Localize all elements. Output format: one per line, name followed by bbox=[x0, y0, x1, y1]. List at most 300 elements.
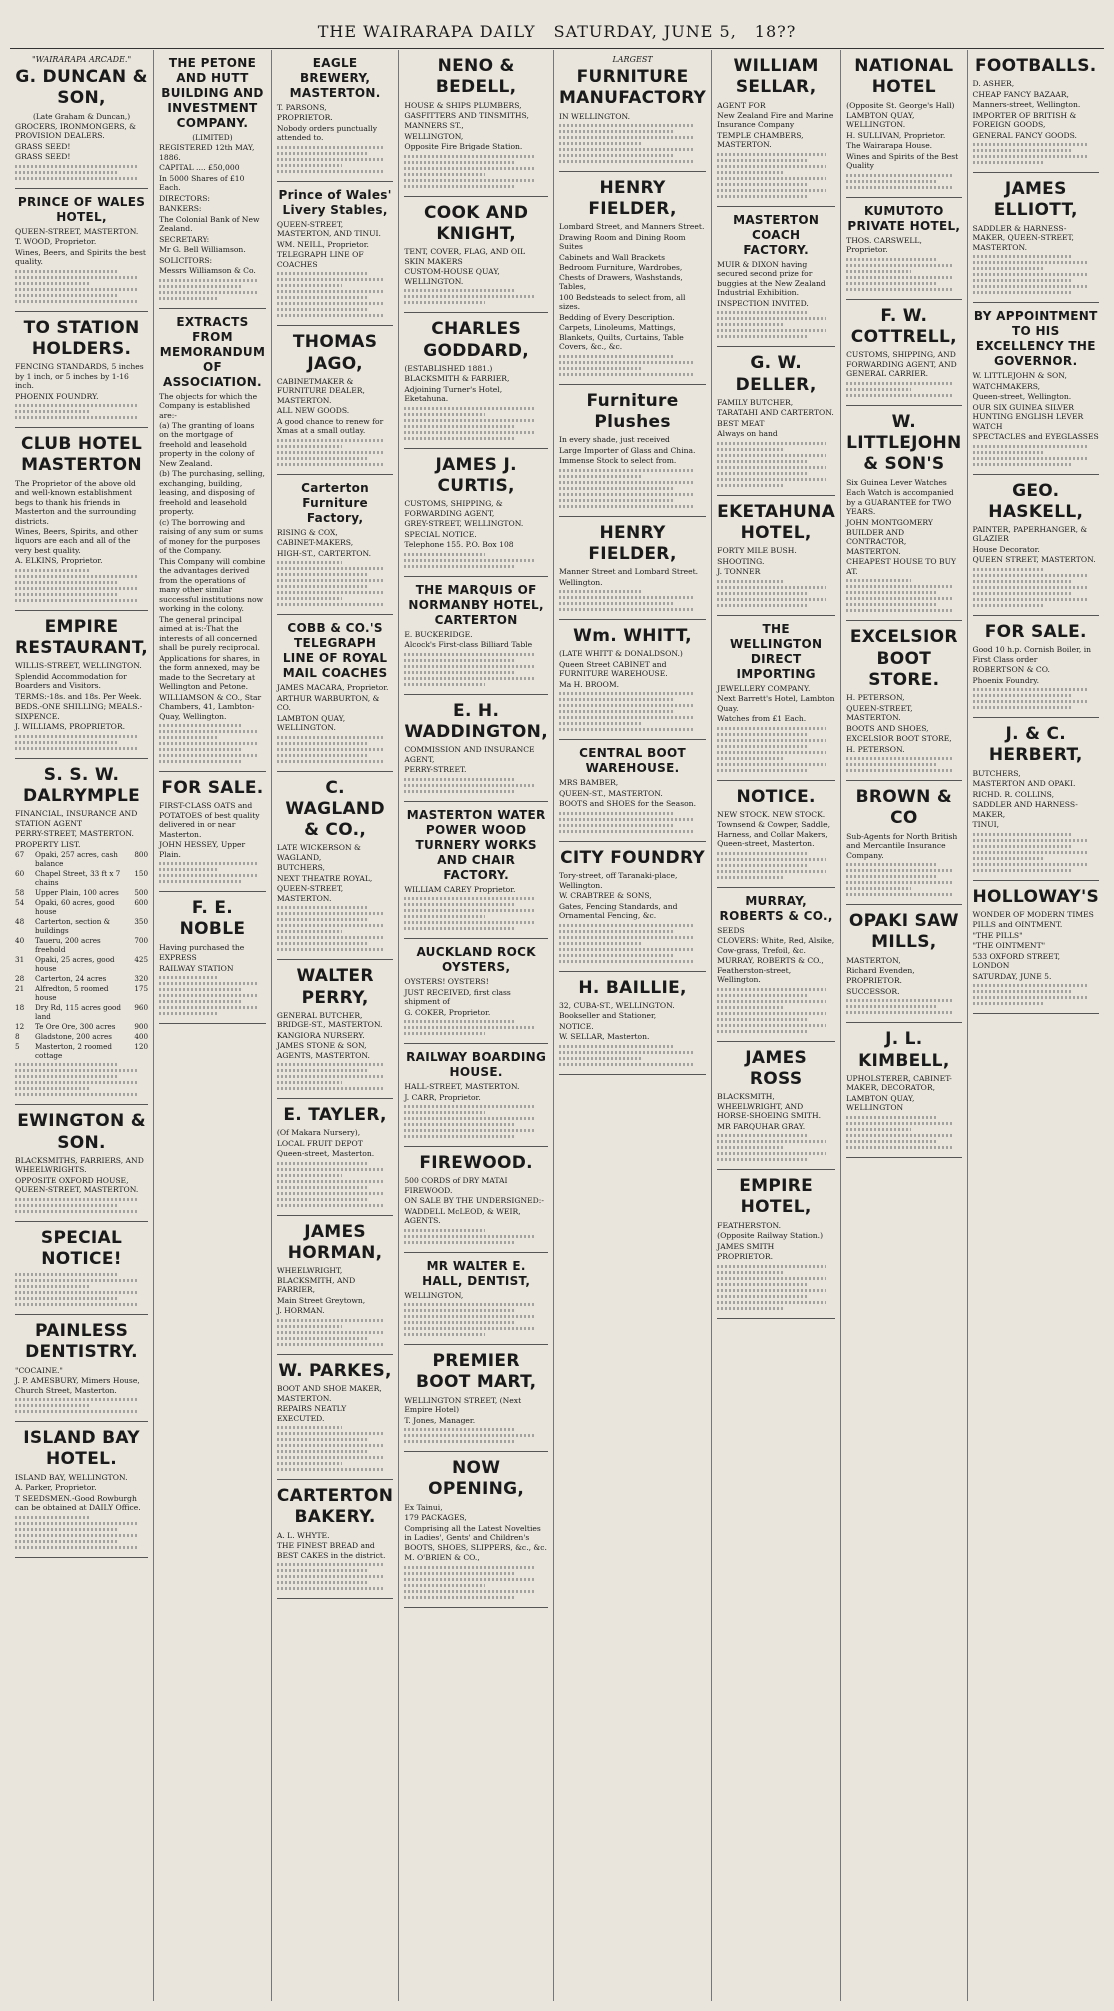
text-line bbox=[277, 302, 384, 305]
ad-heading: EMPIRE HOTEL, bbox=[739, 1176, 814, 1218]
text-line bbox=[404, 1235, 536, 1238]
list-price: 700 bbox=[134, 936, 149, 946]
ad-heading: CARTERTON BAKERY. bbox=[276, 1486, 394, 1528]
text-line bbox=[559, 960, 694, 963]
text-line bbox=[846, 276, 952, 279]
ad-line: CABINETMAKER & FURNITURE DEALER, MASTERTON. bbox=[276, 376, 365, 405]
list-description: Alfredton, 5 roomed house bbox=[35, 984, 109, 1003]
list-number: 40 bbox=[15, 936, 25, 946]
text-line bbox=[277, 1325, 342, 1328]
ad-line: WONDER OF MODERN TIMES bbox=[972, 909, 1094, 919]
ad-line: H. PETERSON, bbox=[846, 693, 905, 703]
advertisement bbox=[404, 1253, 548, 1345]
advertisement bbox=[559, 740, 706, 841]
ad-line: (b) The purchasing, selling, exchanging, building, leasing, and disposing of freehold and leasehold property. bbox=[159, 469, 265, 517]
text-line bbox=[277, 290, 384, 293]
ad-line: ISLAND BAY, WELLINGTON. bbox=[15, 1472, 128, 1482]
text-line bbox=[404, 790, 516, 793]
text-line bbox=[973, 149, 1072, 152]
text-line bbox=[717, 1307, 783, 1310]
advertisement bbox=[277, 615, 393, 771]
text-line bbox=[559, 499, 674, 502]
ad-body-text bbox=[846, 174, 961, 189]
text-line bbox=[15, 410, 90, 413]
ad-line: HOUSE & SHIPS PLUMBERS, bbox=[404, 100, 522, 110]
ad-line: FENCING STANDARDS, 5 inches by 1 inch, or 5 inches by 1-16 inch. bbox=[15, 362, 144, 391]
advertisement bbox=[15, 50, 148, 189]
ad-heading: G. DUNCAN & SON, bbox=[15, 67, 148, 109]
text-line bbox=[846, 258, 936, 261]
ad-line: Opposite Fire Brigade Station. bbox=[404, 142, 523, 152]
text-line bbox=[404, 1327, 536, 1330]
text-line bbox=[559, 930, 674, 933]
text-line bbox=[277, 1426, 342, 1429]
ad-heading: W. LITTLEJOHN & SON'S bbox=[846, 411, 962, 475]
ad-heading: EXCELSIOR BOOT STORE. bbox=[849, 627, 958, 690]
ad-line: GRASS SEED! bbox=[15, 152, 71, 162]
list-description: Dry Rd, 115 acres good land bbox=[35, 1003, 121, 1022]
ad-line: NEW STOCK. NEW STOCK. bbox=[717, 809, 826, 819]
masthead-title: THE WAIRARAPA DAILY bbox=[317, 21, 536, 41]
advertisement bbox=[159, 309, 266, 772]
text-line bbox=[973, 161, 1044, 164]
text-line bbox=[277, 1192, 384, 1195]
ad-line: SOLICITORS: bbox=[159, 255, 213, 265]
ad-line: WILLIS-STREET, WELLINGTON. bbox=[15, 661, 142, 671]
text-line bbox=[717, 1277, 826, 1280]
text-line bbox=[717, 1289, 826, 1292]
text-line bbox=[717, 1271, 783, 1274]
ad-lines bbox=[277, 220, 393, 269]
ad-body-text bbox=[717, 580, 835, 607]
ad-line: DIRECTORS: bbox=[159, 193, 210, 203]
ad-heading: Furniture Plushes bbox=[586, 390, 679, 433]
advertisement bbox=[15, 1315, 148, 1422]
ad-line: JAMES STONE & SON, AGENTS, MASTERTON. bbox=[276, 1041, 370, 1060]
ad-lines bbox=[15, 362, 148, 401]
ad-kicker: LARGEST bbox=[612, 55, 653, 64]
list-item bbox=[15, 936, 148, 954]
ad-lines bbox=[277, 1128, 393, 1158]
ad-line: THE FINEST BREAD and BEST CAKES in the district. bbox=[276, 1541, 386, 1560]
text-line bbox=[404, 653, 536, 656]
advertisement bbox=[277, 1216, 393, 1355]
ad-lines bbox=[404, 1082, 548, 1102]
text-line bbox=[15, 294, 119, 297]
ad-heading: NENO & BEDELL, bbox=[435, 56, 517, 98]
list-price: 150 bbox=[134, 869, 149, 879]
text-line bbox=[973, 604, 1044, 607]
text-line bbox=[404, 289, 516, 292]
advertisement bbox=[973, 303, 1099, 474]
text-line bbox=[559, 493, 694, 496]
list-description: Taueru, 200 acres freehold bbox=[35, 936, 101, 955]
ad-heading: CLUB HOTEL MASTERTON bbox=[20, 434, 143, 476]
ad-line: TEMPLE CHAMBERS, MASTERTON. bbox=[717, 130, 804, 150]
ad-line: The Wairarapa House. bbox=[846, 141, 933, 151]
text-line bbox=[159, 297, 219, 300]
text-line bbox=[277, 603, 384, 606]
text-line bbox=[717, 604, 809, 607]
text-line bbox=[717, 1295, 809, 1298]
ad-line: KANGIORA NURSERY. bbox=[276, 1030, 365, 1040]
text-line bbox=[846, 288, 952, 291]
ad-line: D. ASHER, bbox=[972, 79, 1015, 89]
text-line bbox=[277, 585, 368, 588]
ad-line: GROCERS, IRONMONGERS, & PROVISION DEALERS. bbox=[15, 121, 136, 141]
ad-line: COMMISSION AND INSURANCE AGENT, bbox=[404, 745, 535, 764]
ad-body-text bbox=[404, 1303, 548, 1336]
ad-body-text bbox=[277, 561, 393, 606]
ad-lines bbox=[717, 398, 835, 439]
text-line bbox=[404, 1578, 536, 1581]
text-line bbox=[277, 1075, 384, 1078]
ad-lines bbox=[404, 1291, 548, 1300]
text-line bbox=[404, 903, 516, 906]
text-line bbox=[159, 285, 242, 288]
ad-line: PROPRIETOR. bbox=[276, 113, 333, 123]
text-line bbox=[717, 329, 826, 332]
ad-lines bbox=[277, 103, 393, 143]
ad-heading: E. TAYLER, bbox=[283, 1105, 387, 1126]
ad-line: 32, CUBA-ST., WELLINGTON. bbox=[558, 1000, 675, 1010]
ad-body-text bbox=[277, 1063, 393, 1090]
ad-lines bbox=[277, 1384, 393, 1423]
text-line bbox=[559, 355, 674, 358]
ad-line: NOTICE. bbox=[558, 1021, 594, 1031]
masthead-date: SATURDAY, JUNE 5, bbox=[553, 21, 737, 41]
advertisement bbox=[717, 50, 835, 207]
text-line bbox=[559, 154, 674, 157]
ad-line: BANKERS: bbox=[159, 204, 202, 214]
ad-line: Watches from £1 Each. bbox=[717, 714, 807, 724]
ad-line: BLACKSMITH & FARRIER, bbox=[404, 374, 510, 384]
advertisement bbox=[973, 50, 1099, 173]
advertisement bbox=[404, 695, 548, 802]
advertisement bbox=[15, 1422, 148, 1557]
ad-lines bbox=[846, 1074, 961, 1113]
text-line bbox=[559, 124, 694, 127]
text-line bbox=[404, 683, 484, 686]
ad-lines bbox=[973, 224, 1099, 252]
text-line bbox=[159, 880, 242, 883]
ad-heading: HENRY FIELDER, bbox=[588, 522, 677, 564]
text-line bbox=[559, 812, 674, 815]
ad-line: In every shade, just received bbox=[558, 435, 670, 445]
text-line bbox=[404, 419, 536, 422]
text-line bbox=[15, 288, 137, 291]
text-line bbox=[559, 936, 694, 939]
text-line bbox=[846, 382, 952, 385]
text-line bbox=[277, 1432, 384, 1435]
text-line bbox=[277, 272, 368, 275]
text-line bbox=[559, 954, 674, 957]
ad-line: CLOVERS: White, Red, Alsike, Cow-grass, Trefoil, &c. bbox=[717, 936, 835, 955]
ad-body-text bbox=[559, 812, 706, 833]
text-line bbox=[404, 677, 536, 680]
ad-line: House Decorator. bbox=[972, 544, 1040, 554]
ad-lines bbox=[404, 885, 548, 894]
ad-line: BLACKSMITH, WHEELWRIGHT, AND HORSE-SHOEING SMITH. bbox=[717, 1092, 821, 1121]
ad-line: Townsend & Cowper, Saddle, Harness, and Collar Makers, Queen-street, Masterton. bbox=[717, 820, 830, 849]
ad-body-text bbox=[846, 258, 961, 291]
advertisement bbox=[404, 1044, 548, 1147]
text-line bbox=[404, 185, 516, 188]
ad-line: Each Watch is accompanied by a GUARANTEE for TWO YEARS. bbox=[846, 488, 954, 517]
ad-line: THOS. CARSWELL, Proprietor. bbox=[846, 235, 922, 255]
ad-line: REGISTERED 12th MAY, 1886. bbox=[159, 143, 255, 162]
ad-lines bbox=[846, 693, 961, 754]
text-line bbox=[717, 195, 809, 198]
ad-line: HIGH-ST., CARTERTON. bbox=[276, 548, 372, 558]
text-line bbox=[15, 1546, 137, 1549]
ad-heading: F. W. COTTRELL, bbox=[850, 305, 957, 348]
text-line bbox=[277, 463, 384, 466]
ad-body-text bbox=[717, 153, 835, 198]
text-line bbox=[404, 665, 536, 668]
text-line bbox=[559, 716, 694, 719]
ad-heading: MURRAY, ROBERTS & CO., bbox=[719, 893, 833, 923]
ad-heading: NATIONAL HOTEL bbox=[854, 56, 954, 98]
ad-lines bbox=[404, 1396, 548, 1425]
ad-line: MR FARQUHAR GRAY. bbox=[717, 1121, 806, 1131]
text-line bbox=[159, 976, 219, 979]
text-line bbox=[717, 769, 809, 772]
ad-line: SADDLER & HARNESS-MAKER, QUEEN-STREET, MASTERTON. bbox=[972, 223, 1074, 252]
text-line bbox=[404, 1135, 516, 1138]
text-line bbox=[973, 568, 1044, 571]
text-line bbox=[717, 763, 826, 766]
text-line bbox=[15, 1540, 119, 1543]
text-line bbox=[559, 948, 694, 951]
ad-heading: COBB & CO.'S TELEGRAPH LINE OF ROYAL MAIL COACHES bbox=[282, 621, 388, 681]
text-line bbox=[717, 171, 783, 174]
ad-lines bbox=[404, 499, 548, 549]
text-line bbox=[15, 1081, 137, 1084]
ad-lines bbox=[159, 943, 266, 973]
text-line bbox=[846, 1134, 952, 1137]
ad-lines bbox=[559, 112, 706, 121]
text-line bbox=[973, 451, 1044, 454]
text-line bbox=[559, 481, 694, 484]
ad-line: J. CARR, Proprietor. bbox=[404, 1092, 481, 1102]
ad-heading: E. H. WADDINGTON, bbox=[404, 700, 548, 742]
ad-body-text bbox=[559, 1045, 706, 1066]
ad-line: Gates, Fencing Standards, and Ornamental Fencing, &c. bbox=[558, 901, 678, 921]
ad-line: Next Barrett's Hotel, Lambton Quay. bbox=[717, 694, 835, 713]
ad-line: QUEEN-STREET, MASTERTON, AND TINUI. bbox=[276, 219, 381, 239]
text-line bbox=[277, 170, 384, 173]
column-3 bbox=[272, 50, 399, 2001]
text-line bbox=[15, 1398, 137, 1401]
text-line bbox=[404, 1428, 516, 1431]
ad-body-text bbox=[15, 569, 148, 602]
ad-line: "COCAINE." bbox=[15, 1365, 63, 1375]
ad-line: 500 CORDS of DRY MATAI FIREWOOD. bbox=[404, 1176, 508, 1195]
advertisement bbox=[15, 759, 148, 1105]
ad-line: WILLIAM CAREY Proprietor. bbox=[404, 884, 516, 894]
text-line bbox=[717, 1283, 809, 1286]
ad-line: TELEGRAPH LINE OF COACHES bbox=[276, 250, 364, 269]
ad-body-text bbox=[159, 724, 266, 763]
ad-body-text bbox=[15, 270, 148, 303]
ad-lines bbox=[277, 1011, 393, 1060]
text-line bbox=[159, 291, 257, 294]
ad-line: WHEELWRIGHT, BLACKSMITH, AND FARRIER, bbox=[276, 1266, 356, 1295]
text-line bbox=[277, 1063, 384, 1066]
ad-heading: ISLAND BAY HOTEL. bbox=[23, 1428, 140, 1470]
ad-line: GENERAL BUTCHER, BRIDGE-ST., MASTERTON. bbox=[276, 1010, 383, 1030]
text-line bbox=[973, 279, 1072, 282]
text-line bbox=[404, 179, 536, 182]
text-line bbox=[277, 1162, 368, 1165]
ad-heading: MR WALTER E. HALL, DENTIST, bbox=[422, 1258, 531, 1288]
text-line bbox=[277, 439, 384, 442]
ad-line: REPAIRS NEATLY EXECUTED. bbox=[276, 1404, 347, 1423]
text-line bbox=[559, 698, 674, 701]
text-line bbox=[717, 876, 783, 879]
ad-line: PROPRIETOR. bbox=[846, 976, 902, 986]
ad-heading: RAILWAY BOARDING HOUSE. bbox=[406, 1050, 547, 1080]
ad-line: Sub-Agents for North British and Mercantile Insurance Company. bbox=[846, 831, 958, 860]
text-line bbox=[277, 1198, 368, 1201]
text-line bbox=[846, 597, 952, 600]
text-line bbox=[15, 1410, 137, 1413]
ad-line: SATURDAY, JUNE 5. bbox=[972, 971, 1052, 981]
text-line bbox=[277, 942, 368, 945]
ad-body-text bbox=[15, 735, 148, 750]
ad-line: LOCAL FRUIT DEPOT bbox=[276, 1138, 363, 1148]
text-line bbox=[973, 694, 1072, 697]
list-number: 21 bbox=[15, 984, 25, 994]
ad-heading: THE WELLINGTON DIRECT IMPORTING bbox=[729, 621, 823, 681]
ad-line: (ESTABLISHED 1881.) bbox=[404, 363, 493, 373]
text-line bbox=[159, 982, 257, 985]
advertisement bbox=[15, 611, 148, 759]
advertisement bbox=[277, 960, 393, 1099]
text-line bbox=[277, 1180, 384, 1183]
ad-body-text bbox=[973, 688, 1099, 709]
ad-lines bbox=[404, 247, 548, 286]
ad-line: (a) The granting of loans on the mortgage of freehold and leasehold property in the colony of New Zealand. bbox=[159, 421, 255, 468]
ad-line: (Of Makara Nursery), bbox=[276, 1128, 361, 1138]
ad-line: AGENT FOR bbox=[717, 100, 766, 110]
text-line bbox=[717, 727, 826, 730]
list-description: Carterton, section & buildings bbox=[35, 917, 111, 936]
ad-line: Immense Stock to select from. bbox=[558, 456, 677, 466]
text-line bbox=[973, 445, 1089, 448]
advertisement bbox=[404, 313, 548, 448]
ad-body-text bbox=[277, 736, 393, 763]
text-line bbox=[159, 862, 257, 865]
ad-line: WELLINGTON STREET, (Next Empire Hotel) bbox=[404, 1395, 522, 1415]
list-number: 28 bbox=[15, 974, 25, 984]
text-line bbox=[973, 155, 1089, 158]
ad-lines bbox=[973, 769, 1099, 830]
ad-line: "THE PILLS" bbox=[972, 930, 1023, 940]
text-line bbox=[277, 573, 368, 576]
ad-line: M. O'BRIEN & CO., bbox=[404, 1553, 480, 1563]
text-line bbox=[973, 598, 1089, 601]
text-line bbox=[846, 881, 952, 884]
ad-line: A good chance to renew for Xmas at a small outlay. bbox=[276, 416, 384, 436]
ad-lines bbox=[559, 222, 706, 351]
advertisement bbox=[559, 972, 706, 1075]
ad-line: "THE OINTMENT" bbox=[972, 941, 1046, 951]
ad-line: Six Guinea Lever Watches bbox=[846, 477, 947, 487]
list-item bbox=[15, 984, 148, 1002]
text-line bbox=[404, 659, 516, 662]
ad-line: BOOTS AND SHOES, bbox=[846, 723, 929, 733]
ad-body-text bbox=[15, 1063, 148, 1096]
ad-line: Richard Evenden, bbox=[846, 966, 915, 975]
advertisement bbox=[717, 781, 835, 888]
advertisement bbox=[277, 1099, 393, 1216]
ad-body-text bbox=[277, 906, 393, 951]
text-line bbox=[973, 851, 1089, 854]
text-line bbox=[717, 1018, 809, 1021]
text-line bbox=[846, 875, 936, 878]
masthead bbox=[10, 14, 1104, 49]
ad-heading: BROWN & CO bbox=[855, 787, 952, 829]
text-line bbox=[15, 569, 90, 572]
text-line bbox=[277, 1331, 384, 1334]
ad-line: Adjoining Turner's Hotel, Eketahuna. bbox=[404, 384, 503, 404]
text-line bbox=[973, 463, 1072, 466]
ad-heading: J. & C. HERBERT, bbox=[988, 724, 1083, 766]
text-line bbox=[277, 930, 342, 933]
ad-lines bbox=[15, 809, 148, 849]
list-number: 8 bbox=[15, 1032, 20, 1042]
text-line bbox=[846, 869, 952, 872]
advertisement bbox=[404, 939, 548, 1044]
ad-line: Alcock's First-class Billiard Table bbox=[404, 640, 533, 650]
ad-heading: G. W. DELLER, bbox=[735, 353, 817, 395]
ad-line: ALL NEW GOODS. bbox=[276, 406, 350, 416]
ad-body-text bbox=[404, 289, 548, 304]
ad-line: SECRETARY: bbox=[159, 234, 210, 244]
text-line bbox=[277, 567, 384, 570]
list-price: 400 bbox=[134, 1032, 149, 1042]
ad-line: JAMES SMITH bbox=[717, 1241, 775, 1251]
text-line bbox=[277, 924, 384, 927]
advertisement bbox=[404, 577, 548, 695]
ad-heading: EMPIRE RESTAURANT, bbox=[15, 616, 149, 659]
list-price: 425 bbox=[134, 955, 149, 965]
text-line bbox=[15, 1063, 119, 1066]
text-line bbox=[277, 936, 384, 939]
ad-line: Wines, Beers, and Spirits the best quality. bbox=[15, 247, 146, 267]
ad-lines bbox=[717, 1092, 835, 1131]
ad-line: BEST MEAT bbox=[717, 418, 765, 428]
ad-line: A. ELKINS, Proprietor. bbox=[15, 556, 103, 566]
ad-kicker: "WAIRARAPA ARCADE." bbox=[31, 55, 132, 64]
text-line bbox=[277, 760, 384, 763]
advertisement bbox=[559, 50, 706, 172]
text-line bbox=[973, 869, 1072, 872]
list-price: 600 bbox=[134, 898, 149, 908]
ad-lines bbox=[15, 479, 148, 566]
ad-lines bbox=[973, 371, 1099, 441]
text-line bbox=[404, 1123, 516, 1126]
ad-body-text bbox=[277, 1162, 393, 1207]
ad-body-text bbox=[973, 255, 1099, 294]
ad-lines bbox=[717, 684, 835, 724]
ad-line: Wines, Beers, Spirits, and other liquors are each and all of the very best quality. bbox=[15, 526, 138, 555]
text-line bbox=[717, 757, 783, 760]
ad-line: A. Parker, Proprietor. bbox=[15, 1483, 97, 1493]
ad-lines bbox=[404, 364, 548, 404]
